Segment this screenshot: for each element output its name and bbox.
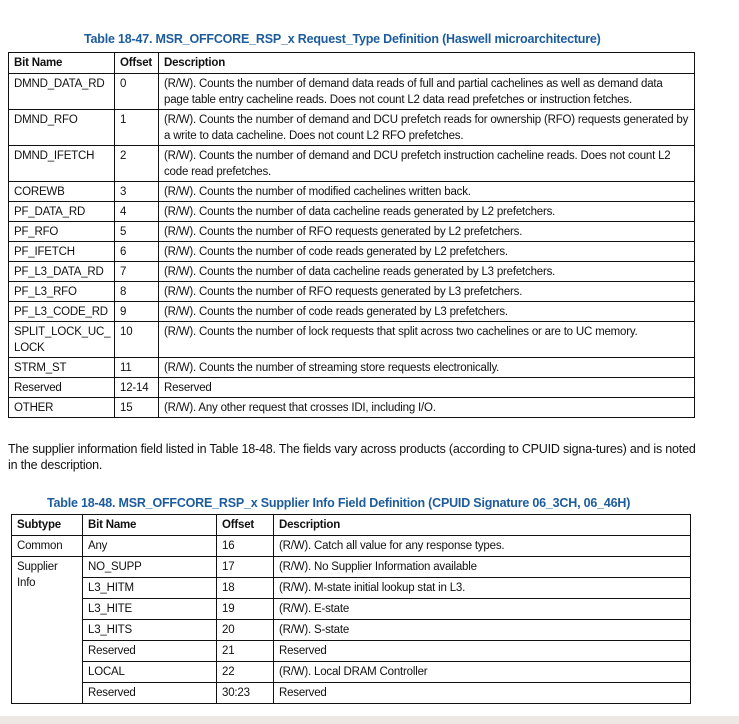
table-row (9, 262, 695, 282)
cell-description: (R/W). No Supplier Information available (274, 557, 691, 578)
table-row (12, 662, 691, 683)
table-row (9, 222, 695, 242)
table-row (12, 620, 691, 641)
table-row (12, 578, 691, 599)
cell-subtype: Common (12, 536, 83, 557)
cell-subtype: Supplier Info (12, 557, 83, 704)
cell-offset: 11 (115, 358, 159, 378)
cell-description: (R/W). E-state (274, 599, 691, 620)
cell-offset: 10 (115, 322, 159, 358)
cell-description: (R/W). Counts the number of streaming store requests electronically. (159, 358, 695, 378)
header-bit-name: Bit Name (83, 515, 217, 536)
supplier-info-table (11, 514, 691, 704)
table-row (9, 182, 695, 202)
cell-description: (R/W). Catch all value for any response types. (274, 536, 691, 557)
cell-description: (R/W). Counts the number of demand data reads of full and partial cachelines as well as demand data page table entry cacheline reads. Does not count L2 data read prefetches or instruction fetches. (159, 74, 695, 110)
cell-description: Reserved (274, 641, 691, 662)
cell-offset: 2 (115, 146, 159, 182)
header-subtype: Subtype (12, 515, 83, 536)
cell-bit-name: SPLIT_LOCK_UC_ LOCK (9, 322, 115, 358)
table-18-47-title: Table 18-47. MSR_OFFCORE_RSP_x Request_Type Definition (Haswell microarchitecture) (84, 32, 601, 46)
cell-bit-name: PF_L3_RFO (9, 282, 115, 302)
cell-description: (R/W). Counts the number of code reads generated by L3 prefetchers. (159, 302, 695, 322)
table-row (12, 557, 691, 578)
table-header-row (9, 53, 695, 74)
cell-bit-name: PF_L3_CODE_RD (9, 302, 115, 322)
cell-bit-name: Reserved (83, 641, 217, 662)
table-row (9, 282, 695, 302)
cell-description: (R/W). Counts the number of RFO requests generated by L2 prefetchers. (159, 222, 695, 242)
header-offset: Offset (115, 53, 159, 74)
cell-description: (R/W). Counts the number of data cacheline reads generated by L3 prefetchers. (159, 262, 695, 282)
supplier-info-paragraph: The supplier information field listed in Table 18-48. The fields vary across products (according to CPUID signa-tures) and is noted in the description. (8, 442, 696, 472)
cell-bit-name: PF_L3_DATA_RD (9, 262, 115, 282)
cell-offset: 17 (217, 557, 274, 578)
cell-offset: 12-14 (115, 378, 159, 398)
request-type-table (8, 52, 695, 418)
cell-description: (R/W). Local DRAM Controller (274, 662, 691, 683)
table-row (9, 322, 695, 358)
cell-offset: 21 (217, 641, 274, 662)
cell-offset: 18 (217, 578, 274, 599)
cell-offset: 3 (115, 182, 159, 202)
cell-description: (R/W). M-state initial lookup stat in L3. (274, 578, 691, 599)
cell-description: (R/W). Counts the number of RFO requests generated by L3 prefetchers. (159, 282, 695, 302)
cell-offset: 15 (115, 398, 159, 418)
cell-offset: 7 (115, 262, 159, 282)
cell-bit-name: PF_IFETCH (9, 242, 115, 262)
table-header-row (12, 515, 691, 536)
header-description: Description (274, 515, 691, 536)
cell-offset: 16 (217, 536, 274, 557)
cell-description: (R/W). Counts the number of lock requests that split across two cachelines or are to UC memory. (159, 322, 695, 358)
header-offset: Offset (217, 515, 274, 536)
cell-offset: 9 (115, 302, 159, 322)
cell-bit-name: Reserved (9, 378, 115, 398)
table-row (9, 378, 695, 398)
cell-bit-name: DMND_DATA_RD (9, 74, 115, 110)
table-row (9, 302, 695, 322)
cell-bit-name: NO_SUPP (83, 557, 217, 578)
table-row (9, 202, 695, 222)
cell-offset: 4 (115, 202, 159, 222)
cell-offset: 5 (115, 222, 159, 242)
table-row (9, 398, 695, 418)
cell-bit-name: STRM_ST (9, 358, 115, 378)
cell-description: Reserved (274, 683, 691, 704)
cell-bit-name: Reserved (83, 683, 217, 704)
cell-description: (R/W). Any other request that crosses IDI, including I/O. (159, 398, 695, 418)
cell-description: (R/W). Counts the number of modified cachelines written back. (159, 182, 695, 202)
cell-bit-name: DMND_RFO (9, 110, 115, 146)
cell-description: (R/W). Counts the number of code reads generated by L2 prefetchers. (159, 242, 695, 262)
cell-offset: 6 (115, 242, 159, 262)
cell-offset: 1 (115, 110, 159, 146)
page-bottom-band (0, 716, 739, 724)
header-description: Description (159, 53, 695, 74)
cell-bit-name: L3_HITS (83, 620, 217, 641)
cell-bit-name: COREWB (9, 182, 115, 202)
cell-bit-name: Any (83, 536, 217, 557)
cell-bit-name: PF_RFO (9, 222, 115, 242)
table-row (9, 358, 695, 378)
table-18-48-title: Table 18-48. MSR_OFFCORE_RSP_x Supplier Info Field Definition (CPUID Signature 06_3CH, 06_46H) (47, 496, 631, 510)
cell-description: (R/W). Counts the number of demand and DCU prefetch reads for ownership (RFO) requests generated by a write to data cacheline. Does not count L2 RFO prefetches. (159, 110, 695, 146)
cell-bit-name: DMND_IFETCH (9, 146, 115, 182)
cell-bit-name: OTHER (9, 398, 115, 418)
header-bit-name: Bit Name (9, 53, 115, 74)
table-row (12, 683, 691, 704)
cell-bit-name: LOCAL (83, 662, 217, 683)
table-row (9, 74, 695, 110)
cell-offset: 30:23 (217, 683, 274, 704)
cell-description: (R/W). Counts the number of demand and DCU prefetch instruction cacheline reads. Does not count L2 code read prefetches. (159, 146, 695, 182)
cell-bit-name: PF_DATA_RD (9, 202, 115, 222)
table-row (9, 110, 695, 146)
cell-offset: 0 (115, 74, 159, 110)
cell-description: (R/W). Counts the number of data cacheline reads generated by L2 prefetchers. (159, 202, 695, 222)
cell-description: (R/W). S-state (274, 620, 691, 641)
table-row (12, 641, 691, 662)
table-row (12, 599, 691, 620)
cell-description: Reserved (159, 378, 695, 398)
cell-bit-name: L3_HITE (83, 599, 217, 620)
table-row (9, 146, 695, 182)
cell-bit-name: L3_HITM (83, 578, 217, 599)
cell-offset: 22 (217, 662, 274, 683)
cell-offset: 8 (115, 282, 159, 302)
table-row (9, 242, 695, 262)
cell-offset: 20 (217, 620, 274, 641)
table-row (12, 536, 691, 557)
cell-offset: 19 (217, 599, 274, 620)
